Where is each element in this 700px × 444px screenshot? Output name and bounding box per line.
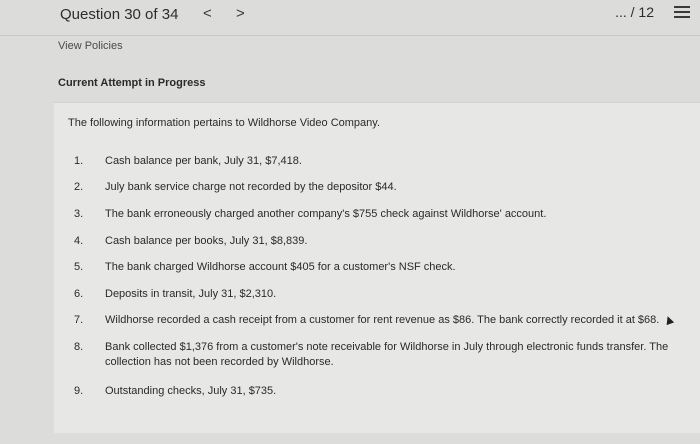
attempt-status: Current Attempt in Progress [58,77,206,89]
mouse-cursor-icon [664,315,674,325]
item-number: 2. [74,181,84,193]
header-divider [0,35,700,36]
item-text: Cash balance per books, July 31, $8,839. [105,235,308,247]
question-counter: Question 30 of 34 [60,6,179,23]
item-text: The bank charged Wildhorse account $405 for a customer's NSF check. [105,261,456,273]
next-question-button[interactable]: > [236,5,245,22]
item-text: Bank collected $1,376 from a customer's note receivable for Wildhorse in July through electronic funds transfer. The collection has not been recorded by Wildhorse. [105,341,669,368]
question-intro: The following information pertains to Wildhorse Video Company. [68,117,381,129]
previous-question-button[interactable]: < [203,5,212,22]
question-header [0,0,700,32]
item-number: 6. [74,288,84,300]
question-list-icon[interactable] [674,6,690,20]
item-number: 8. [74,341,84,353]
item-text [105,313,690,328]
item-text: July bank service charge not recorded by the depositor $44. [105,181,397,193]
item-number: 9. [74,385,84,397]
item-number: 1. [74,155,84,167]
question-card [54,102,700,433]
view-policies-link[interactable]: View Policies [58,40,123,52]
item-text: The bank erroneously charged another company's $755 check against Wildhorse' account. [105,208,547,220]
score-display: ... / 12 [615,4,654,20]
item-number: 7. [74,314,84,326]
item-number: 4. [74,235,84,247]
item-text: Outstanding checks, July 31, $735. [105,385,277,397]
item-number: 5. [74,261,84,273]
item-text: Cash balance per bank, July 31, $7,418. [105,155,302,167]
item-number: 3. [74,208,84,220]
item-text-content: Wildhorse recorded a cash receipt from a customer for rent revenue as $86. The bank correctly recorded it at $68. [105,314,660,326]
item-text: Deposits in transit, July 31, $2,310. [105,288,277,300]
